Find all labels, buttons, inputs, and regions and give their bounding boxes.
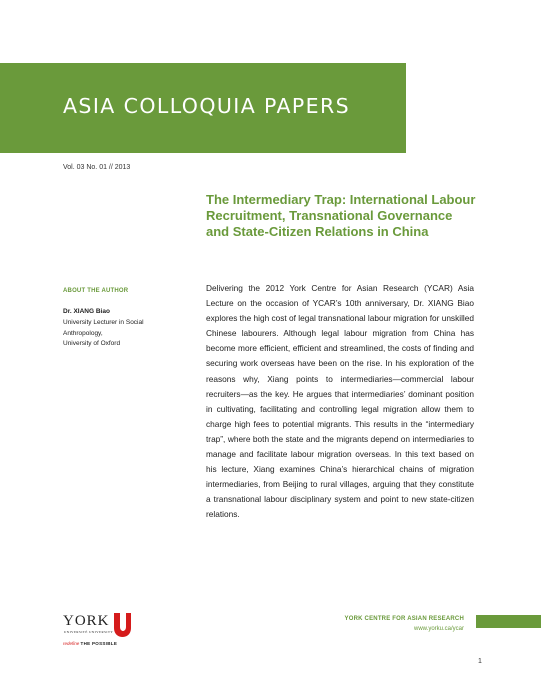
paper-headline: The Intermediary Trap: International Labour Recruitment, Transnational Governance and State-Citizen Relations in China [206,192,476,239]
author-affiliation-line: University Lecturer in Social [63,319,144,326]
author-affiliation-line: Anthropology, [63,329,103,337]
footer-accent-bar [476,615,541,628]
york-u-logo-icon [112,613,133,637]
about-author-heading: ABOUT THE AUTHOR [63,288,129,294]
tagline-red: redefine [63,641,80,646]
centre-url[interactable]: www.yorku.ca/ycar [413,626,464,632]
author-affiliation-line: University of Oxford [63,340,121,347]
university-subtext: UNIVERSITÉ UNIVERSITY [64,630,114,634]
abstract-text: Delivering the 2012 York Centre for Asian Research (YCAR) Asia Lecture on the occasion of YCAR’s 10th anniversary, Dr. XIANG Biao explores the high cost of legal transnational labour migration for unskilled Chinese labourers. Although legal labour migration from China has become more efficient, efficient and streamlined, the costs of finding and securing work overseas have been on the rise. In his exploration of the reasons why, Xiang points to intermediaries—commercial labour recruiters—as the key. He argues that intermediaries’ dominant position in cultivating, facilitating and controlling legal migration allow them to charge high fees to potential migrants. This results in the “intermediary trap”, where both the state and the migrants depend on intermediaries to manage and facilitate labour migration overseas. In this text based on his lecture, Xiang examines China’s hierarchical chains of migration intermediaries, from Beijing to rural villages, arguing that they constitute a transnational labour disciplinary system and point to new state-citizen relations. [206,283,474,520]
author-affiliation [63,318,183,350]
centre-name: YORK CENTRE FOR ASIAN RESEARCH [344,616,464,622]
logo-tagline [63,641,117,646]
york-wordmark: YORK [63,613,110,629]
page-number: 1 [478,658,482,665]
tagline-black: THE POSSIBLE [80,641,118,646]
author-name: Dr. XIANG Biao [63,308,110,315]
series-title: ASIA COLLOQUIA PAPERS [63,94,351,118]
york-university-logo [63,613,133,653]
volume-line: Vol. 03 No. 01 // 2013 [63,164,131,171]
